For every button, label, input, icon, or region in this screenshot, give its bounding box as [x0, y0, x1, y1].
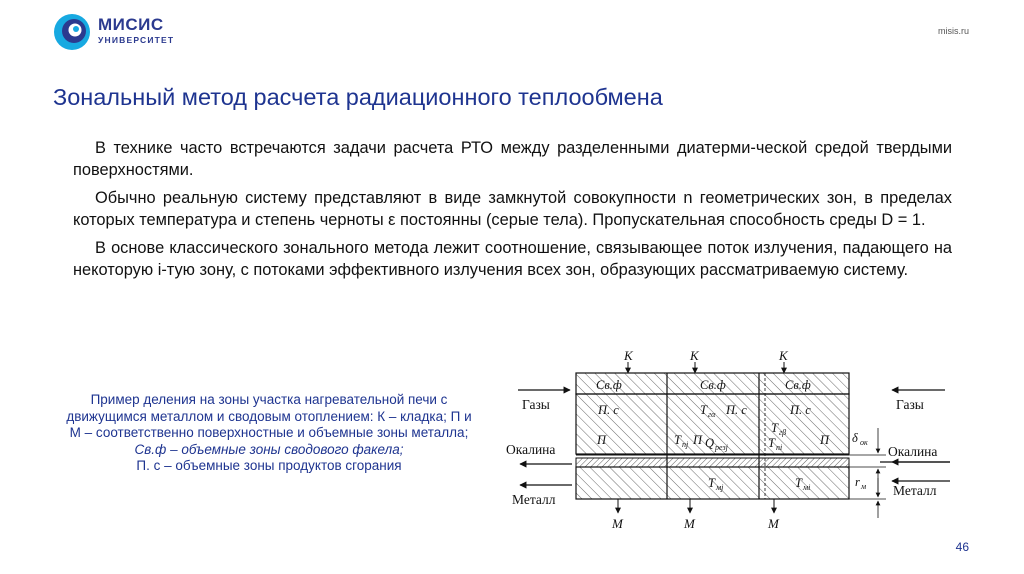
ps-label: П. с: [726, 403, 747, 417]
r-label: r: [855, 475, 860, 489]
p-label: П: [597, 433, 607, 447]
p-label: П: [693, 433, 703, 447]
metal-label-right: Металл: [893, 483, 937, 498]
t-pj-sub: пj: [682, 440, 689, 449]
gases-label-left: Газы: [522, 397, 550, 412]
q-label: Q: [705, 436, 715, 450]
ps-label: П. с: [790, 403, 811, 417]
k-label: К: [624, 348, 633, 363]
delta-sub: ок: [860, 438, 868, 447]
m-label: М: [612, 516, 623, 531]
p-label: П: [820, 433, 830, 447]
scale-label-right: Окалина: [888, 444, 938, 459]
k-labels: [623, 348, 789, 373]
scale-label-left: Окалина: [506, 442, 556, 457]
t-mi-label: T: [795, 476, 802, 490]
paragraph-1: В технике часто встречаются задачи расчета РТО между разделенными диатерми-ческой средой твердыми поверхностями.: [73, 139, 952, 179]
ps-label: П. с: [598, 403, 619, 417]
logo-name: МИСИС: [98, 15, 164, 34]
metal-label-left: Металл: [512, 492, 556, 507]
misis-logo: [52, 12, 222, 56]
svf-label: Св.ф: [596, 378, 622, 392]
page-number: 46: [955, 540, 969, 554]
t-pi-sub: пi: [776, 443, 783, 452]
paragraph-3: В основе классического зонального метода лежит соотношение, связывающее поток излучения, падающего на некоторую i-тую зону, с потоками эффективного излучения всех зон, образующих рассматриваемую систему.: [73, 239, 952, 279]
scale-layer: [576, 458, 849, 467]
body-text: [73, 138, 952, 288]
k-label: К: [779, 348, 788, 363]
t-pj-label: T: [674, 433, 681, 447]
gases-label-right: Газы: [896, 397, 924, 412]
k-label: К: [690, 348, 699, 363]
r-sub: м: [861, 482, 867, 491]
m-label: М: [768, 516, 779, 531]
site-url[interactable]: misis.ru: [938, 26, 969, 36]
t-pi-label: T: [768, 436, 775, 450]
figure-caption: [64, 392, 474, 475]
m-labels: [611, 499, 780, 531]
furnace-zones-diagram: [500, 348, 960, 544]
t-mi-sub: мi: [803, 483, 811, 492]
t-gamma-sub: гα: [708, 410, 716, 419]
svf-label: Св.ф: [700, 378, 726, 392]
misis-logo-icon: [52, 12, 92, 52]
delta-label: δ: [852, 431, 858, 445]
t-beta-sub: гβ: [779, 428, 787, 437]
t-mj-sub: мj: [716, 483, 724, 492]
logo-subtitle: УНИВЕРСИТЕТ: [98, 35, 175, 45]
dimension-marks: [849, 428, 886, 518]
t-mj-label: T: [708, 476, 715, 490]
paragraph-2: Обычно реальную систему представляют в виде замкнутой совокупности n геометрических зон, в пределах которых температура и степень черноты ε постоянны (серые тела). Пропускательная способность среды D = 1.: [73, 189, 952, 229]
caption-line-1: Пример деления на зоны участка нагревательной печи с движущимся металлом и сводовым отоплением: К – кладка; П и М – соответственно поверхностные и объемные зоны металла;: [66, 392, 472, 440]
caption-line-2: Св.ф – объемные зоны сводового факела;: [134, 441, 404, 457]
svf-label: Св.ф: [785, 378, 811, 392]
t-gamma-label: T: [700, 403, 707, 417]
t-beta-label: T: [771, 421, 778, 435]
caption-line-3: П. с – объемные зоны продуктов сгорания: [136, 458, 402, 473]
m-label: М: [684, 516, 695, 531]
slide-title: Зональный метод расчета радиационного теплообмена: [53, 84, 663, 110]
q-sub: резj: [715, 443, 728, 452]
